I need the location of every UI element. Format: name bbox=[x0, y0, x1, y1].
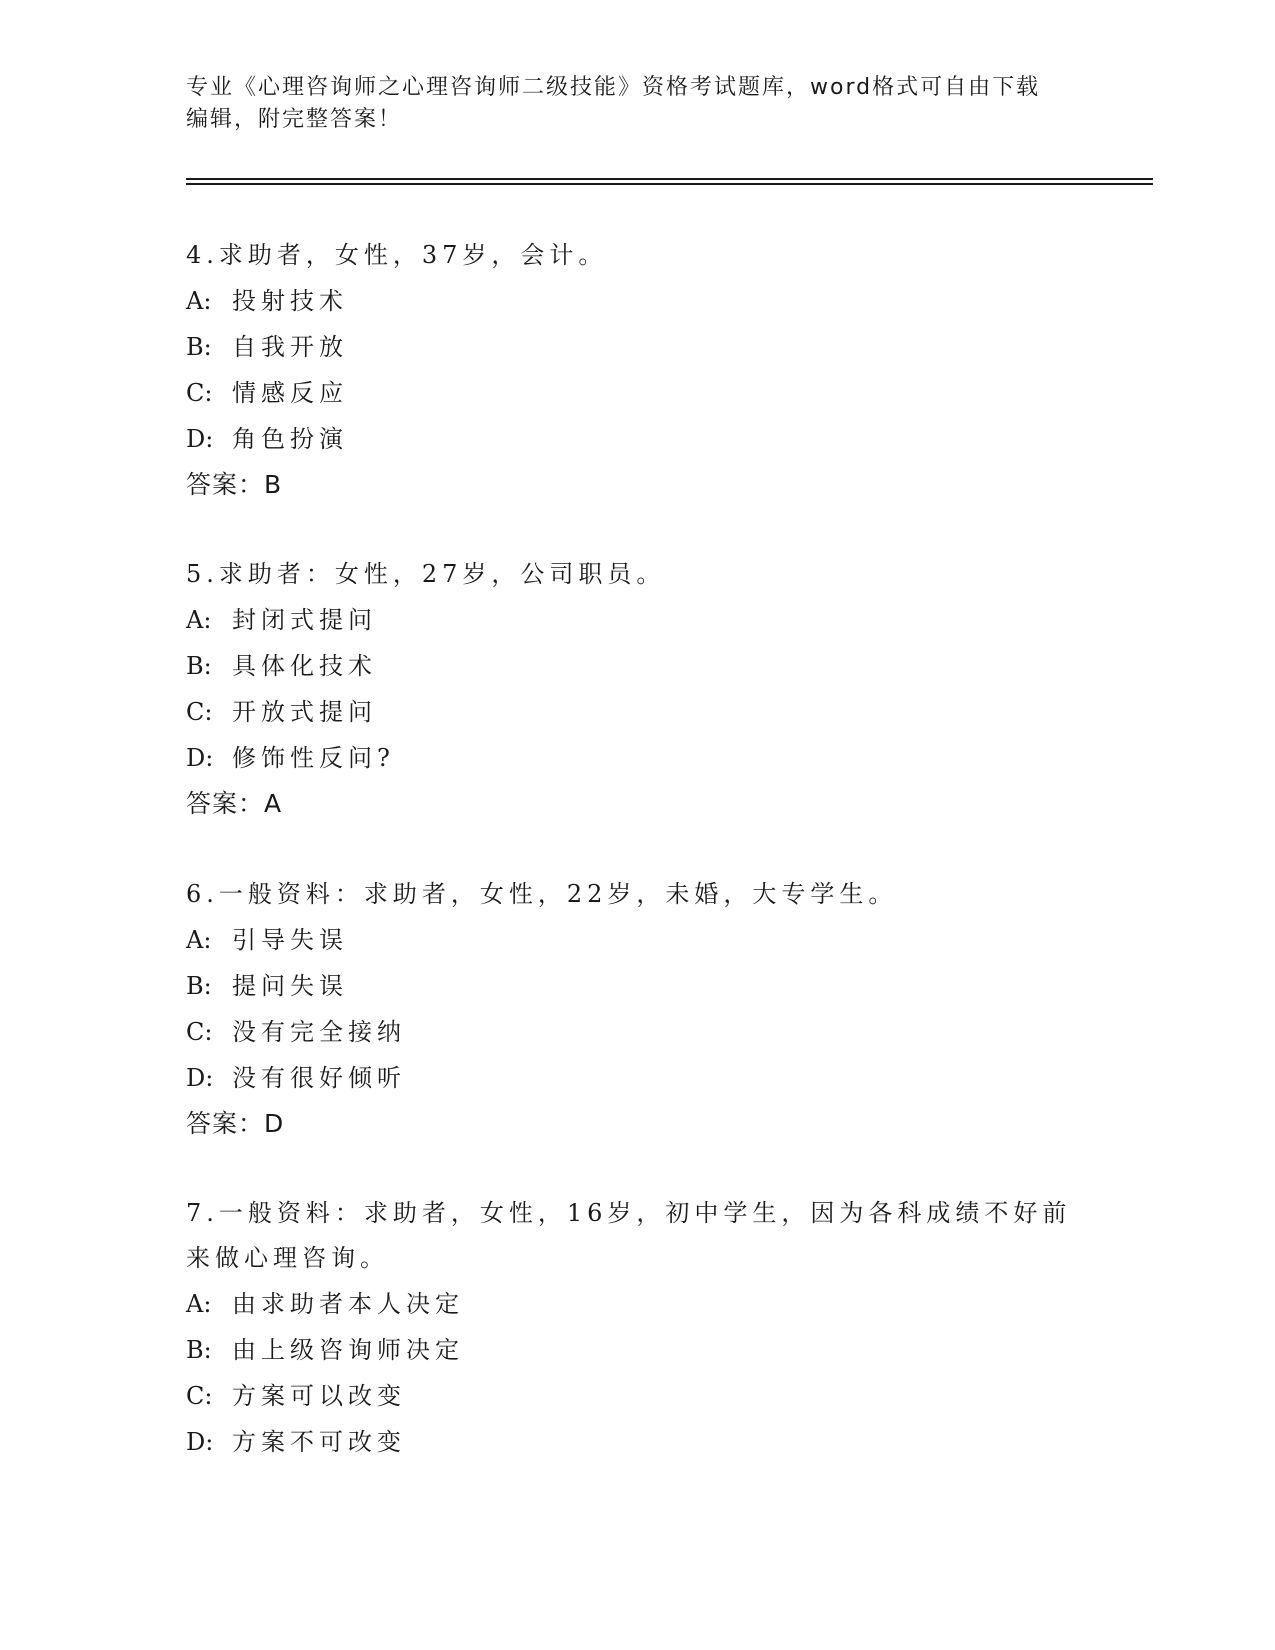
option-key: C: bbox=[186, 1382, 213, 1410]
option-text: 角色扮演 bbox=[232, 425, 348, 453]
option-text: 方案不可改变 bbox=[232, 1428, 406, 1456]
option-d bbox=[186, 416, 1086, 462]
option-key: B: bbox=[186, 972, 212, 1000]
question-6 bbox=[186, 872, 1086, 1147]
answer-line: 答案：D bbox=[186, 1109, 285, 1138]
option-key: A: bbox=[186, 287, 212, 315]
option-key: B: bbox=[186, 1336, 212, 1364]
option-c bbox=[186, 1373, 1086, 1419]
option-d bbox=[186, 735, 1086, 781]
header-line-2: 编辑，附完整答案！ bbox=[186, 107, 403, 132]
option-text: 没有很好倾听 bbox=[232, 1064, 406, 1092]
question-stem-continued: 来做心理咨询。 bbox=[186, 1244, 389, 1272]
option-b bbox=[186, 1327, 1086, 1373]
option-text: 提问失误 bbox=[232, 972, 348, 1000]
option-text: 引导失误 bbox=[232, 926, 348, 954]
option-d bbox=[186, 1419, 1086, 1465]
question-stem: 7.一般资料：求助者，女性，16岁，初中学生，因为各科成绩不好前 bbox=[186, 1199, 1072, 1227]
question-7 bbox=[186, 1191, 1086, 1465]
option-c bbox=[186, 1009, 1086, 1055]
header-line-1: 专业《心理咨询师之心理咨询师二级技能》资格考试题库，word格式可自由下载 bbox=[186, 75, 1041, 100]
option-key: D: bbox=[186, 744, 214, 772]
header-divider-bottom bbox=[186, 183, 1153, 185]
question-stem: 6.一般资料：求助者，女性，22岁，未婚，大专学生。 bbox=[186, 880, 898, 908]
option-key: C: bbox=[186, 698, 213, 726]
option-key: B: bbox=[186, 333, 212, 361]
option-text: 具体化技术 bbox=[232, 652, 377, 680]
question-5 bbox=[186, 552, 1086, 827]
option-text: 投射技术 bbox=[232, 287, 348, 315]
option-b bbox=[186, 963, 1086, 1009]
option-text: 开放式提问 bbox=[232, 698, 377, 726]
option-b bbox=[186, 643, 1086, 689]
option-key: D: bbox=[186, 1064, 214, 1092]
question-stem: 4.求助者，女性，37岁，会计。 bbox=[186, 241, 608, 269]
question-stem: 5.求助者：女性，27岁，公司职员。 bbox=[186, 560, 666, 588]
option-key: A: bbox=[186, 1290, 212, 1318]
option-key: D: bbox=[186, 425, 214, 453]
option-text: 方案可以改变 bbox=[232, 1382, 406, 1410]
option-c bbox=[186, 689, 1086, 735]
option-key: C: bbox=[186, 1018, 213, 1046]
option-text: 封闭式提问 bbox=[232, 606, 377, 634]
option-key: B: bbox=[186, 652, 212, 680]
option-text: 由求助者本人决定 bbox=[232, 1290, 464, 1318]
option-d bbox=[186, 1055, 1086, 1101]
option-text: 没有完全接纳 bbox=[232, 1018, 406, 1046]
document-header bbox=[186, 72, 1076, 136]
answer-line: 答案：B bbox=[186, 470, 283, 499]
option-c bbox=[186, 370, 1086, 416]
option-text: 情感反应 bbox=[232, 379, 348, 407]
option-key: A: bbox=[186, 926, 212, 954]
option-a bbox=[186, 278, 1086, 324]
answer-line: 答案：A bbox=[186, 789, 283, 818]
option-key: C: bbox=[186, 379, 213, 407]
option-key: A: bbox=[186, 606, 212, 634]
option-a bbox=[186, 597, 1086, 643]
option-text: 修饰性反问? bbox=[232, 744, 395, 772]
header-divider-top bbox=[186, 178, 1153, 180]
option-text: 自我开放 bbox=[232, 333, 348, 361]
option-b bbox=[186, 324, 1086, 370]
option-key: D: bbox=[186, 1428, 214, 1456]
option-a bbox=[186, 1281, 1086, 1327]
option-text: 由上级咨询师决定 bbox=[232, 1336, 464, 1364]
question-4 bbox=[186, 233, 1086, 508]
option-a bbox=[186, 917, 1086, 963]
